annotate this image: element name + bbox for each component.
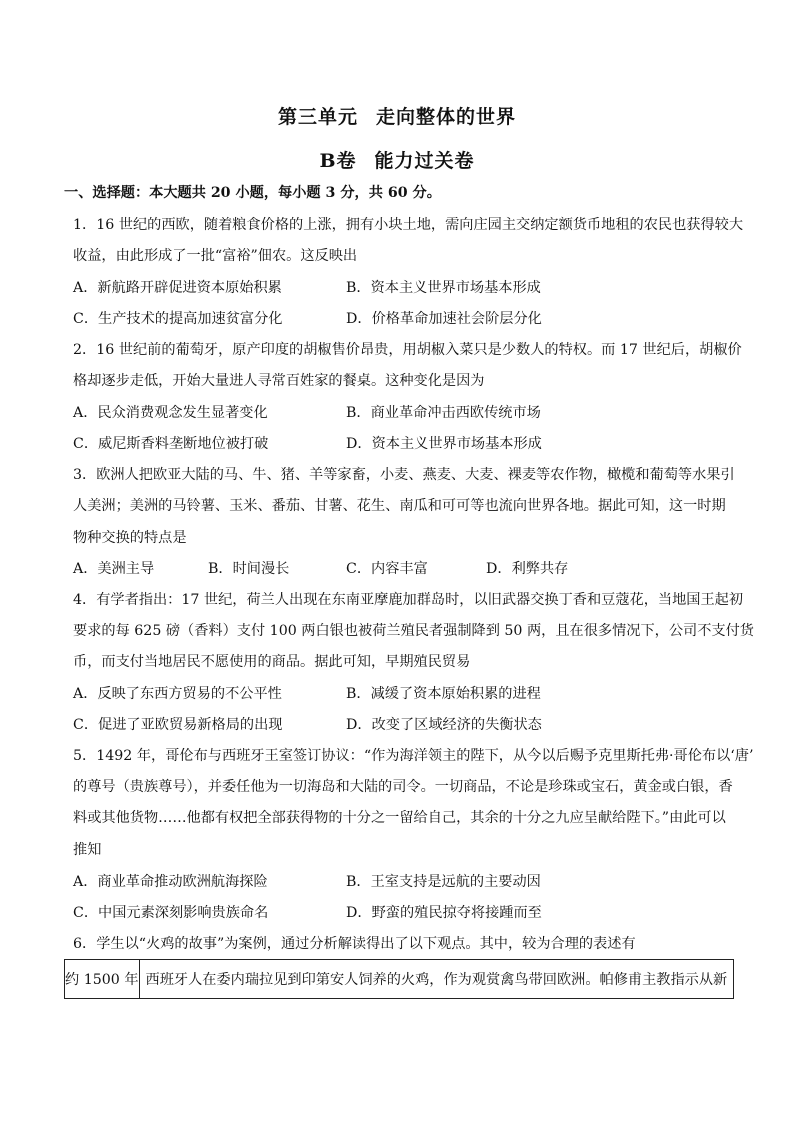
question-2-line-1: 2．16 世纪前的葡萄牙，原产印度的胡椒售价昂贵，用胡椒入菜只是少数人的特权。而 17 世纪后，胡椒价 [73, 342, 742, 358]
question-5-line-2: 的尊号（贵族尊号），并委任他为一切海岛和大陆的司令。一切商品，不论是珍珠或宝石，黄金或白银，香 [73, 779, 733, 795]
paper-title [0, 146, 794, 173]
question-4-option-c: C．促进了亚欧贸易新格局的出现 [73, 717, 283, 733]
table-row [65, 960, 734, 999]
question-3-line-2: 人美洲；美洲的马铃薯、玉米、番茄、甘薯、花生、南瓜和可可等也流向世界各地。据此可知，这一时期 [73, 498, 726, 514]
question-4-option-b: B．减缓了资本原始积累的进程 [346, 686, 541, 702]
question-2-option-c: C．威尼斯香料垄断地位被打破 [73, 436, 269, 452]
question-1-option-b: B．资本主义世界市场基本形成 [346, 280, 541, 296]
table-cell-text: 西班牙人在委内瑞拉见到印第安人饲养的火鸡，作为观赏禽鸟带回欧洲。帕修甫主教指示从新 [139, 960, 734, 999]
unit-title [0, 102, 794, 129]
unit-title-part-a: 第三单元 [277, 106, 358, 128]
question-4-line-1: 4．有学者指出：17 世纪，荷兰人出现在东南亚摩鹿加群岛时，以旧武器交换丁香和豆蔻花，当地国王起初 [73, 592, 744, 608]
question-5-line-1: 5．1492 年，哥伦布与西班牙王室签订协议：“作为海洋领主的陛下，从今以后赐予克里斯托弗·哥伦布以‘唐’ [73, 748, 754, 764]
question-2-line-2: 格却逐步走低，开始大量进人寻常百姓家的餐桌。这种变化是因为 [73, 373, 485, 389]
question-4-line-2: 要求的每 625 磅（香料）支付 100 两白银也被荷兰殖民者强制降到 50 两，且在很多情况下，公司不支付货 [73, 623, 754, 639]
question-2-option-d: D．资本主义世界市场基本形成 [346, 436, 542, 452]
question-6-line-1: 6．学生以“火鸡的故事”为案例，通过分析解读得出了以下观点。其中，较为合理的表述有 [73, 936, 636, 952]
question-4-option-a: A．反映了东西方贸易的不公平性 [73, 686, 282, 702]
question-5-option-b: B．王室支持是远航的主要动因 [346, 874, 541, 890]
question-3-option-b: B．时间漫长 [208, 561, 290, 577]
question-3-line-3: 物种交换的特点是 [73, 530, 187, 546]
paper-title-part-a: B卷 [319, 150, 357, 172]
question-1-option-c: C．生产技术的提高加速贫富分化 [73, 311, 283, 327]
question-3-option-a: A．美洲主导 [73, 561, 155, 577]
question-4-line-3: 币，而支付当地居民不愿使用的商品。据此可知，早期殖民贸易 [73, 654, 471, 670]
section-heading: 一、选择题：本大题共 20 小题，每小题 3 分，共 60 分。 [64, 185, 441, 201]
question-3-line-1: 3．欧洲人把欧亚大陆的马、牛、猪、羊等家畜，小麦、燕麦、大麦、裸麦等农作物，橄榄和葡萄等水果引 [73, 467, 735, 483]
question-3-option-c: C．内容丰富 [346, 561, 428, 577]
question-5-line-3: 料或其他货物……他都有权把全部获得物的十分之一留给自己，其余的十分之九应呈献给陛下。”由此可以 [73, 810, 726, 826]
paper-title-part-b: 能力过关卷 [374, 150, 475, 172]
table-cell-time: 约 1500 年 [65, 960, 140, 999]
question-2-option-a: A．民众消费观念发生显著变化 [73, 405, 268, 421]
question-1-line-2: 收益，由此形成了一批“富裕”佃农。这反映出 [73, 248, 358, 264]
question-1-line-1: 1．16 世纪的西欧，随着粮食价格的上涨，拥有小块土地，需向庄园主交纳定额货币地租的农民也获得较大 [73, 217, 744, 233]
question-4-option-d: D．改变了区域经济的失衡状态 [346, 717, 542, 733]
question-1-option-d: D．价格革命加速社会阶层分化 [346, 311, 542, 327]
question-2-option-b: B．商业革命冲击西欧传统市场 [346, 405, 541, 421]
unit-title-part-b: 走向整体的世界 [376, 106, 517, 128]
question-3-option-d: D．利弊共存 [486, 561, 569, 577]
turkey-story-table [64, 959, 734, 999]
question-5-option-a: A．商业革命推动欧洲航海探险 [73, 874, 268, 890]
question-1-option-a: A．新航路开辟促进资本原始积累 [73, 280, 282, 296]
question-5-option-d: D．野蛮的殖民掠夺将接踵而至 [346, 905, 542, 921]
question-5-option-c: C．中国元素深刻影响贵族命名 [73, 905, 269, 921]
question-5-line-4: 推知 [73, 842, 102, 858]
